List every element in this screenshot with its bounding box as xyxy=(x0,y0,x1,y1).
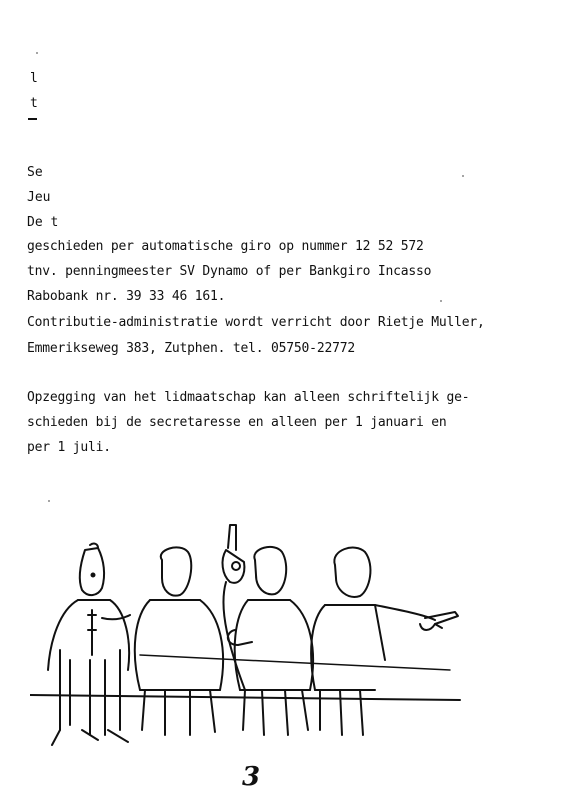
cut-fragment: De t xyxy=(27,215,59,230)
text-line: Emmerikseweg 383, Zutphen. tel. 05750-22772 xyxy=(27,341,355,356)
scan-speck xyxy=(36,52,38,54)
text-line: Contributie-administratie wordt verricht door Rietje Muller, xyxy=(27,315,485,330)
cut-fragment: Se xyxy=(27,165,43,180)
text-line: geschieden per automatische giro op nummer 12 52 572 xyxy=(27,239,424,254)
cut-fragment: t xyxy=(30,96,38,111)
man-figure xyxy=(228,547,313,735)
text-line: Opzegging van het lidmaatschap kan alleen schriftelijk ge- xyxy=(27,390,470,405)
scan-speck xyxy=(48,500,50,502)
cut-fragment: Jeu xyxy=(27,190,51,205)
scan-speck xyxy=(462,175,464,177)
scan-speck xyxy=(440,300,442,302)
cartoon-illustration xyxy=(30,520,470,760)
man-figure xyxy=(311,548,458,735)
cut-fragment: l xyxy=(30,71,38,86)
text-line: tnv. penningmeester SV Dynamo of per Bankgiro Incasso xyxy=(27,264,432,279)
man-figure xyxy=(223,525,245,690)
page-number: 3 xyxy=(242,762,261,792)
text-line: schieden bij de secretaresse en alleen per 1 januari en xyxy=(27,415,447,430)
man-figure xyxy=(48,544,129,745)
text-line: Rabobank nr. 39 33 46 161. xyxy=(27,289,226,304)
dash-mark xyxy=(28,118,37,120)
text-line: per 1 juli. xyxy=(27,440,111,455)
floor-line xyxy=(140,655,450,670)
